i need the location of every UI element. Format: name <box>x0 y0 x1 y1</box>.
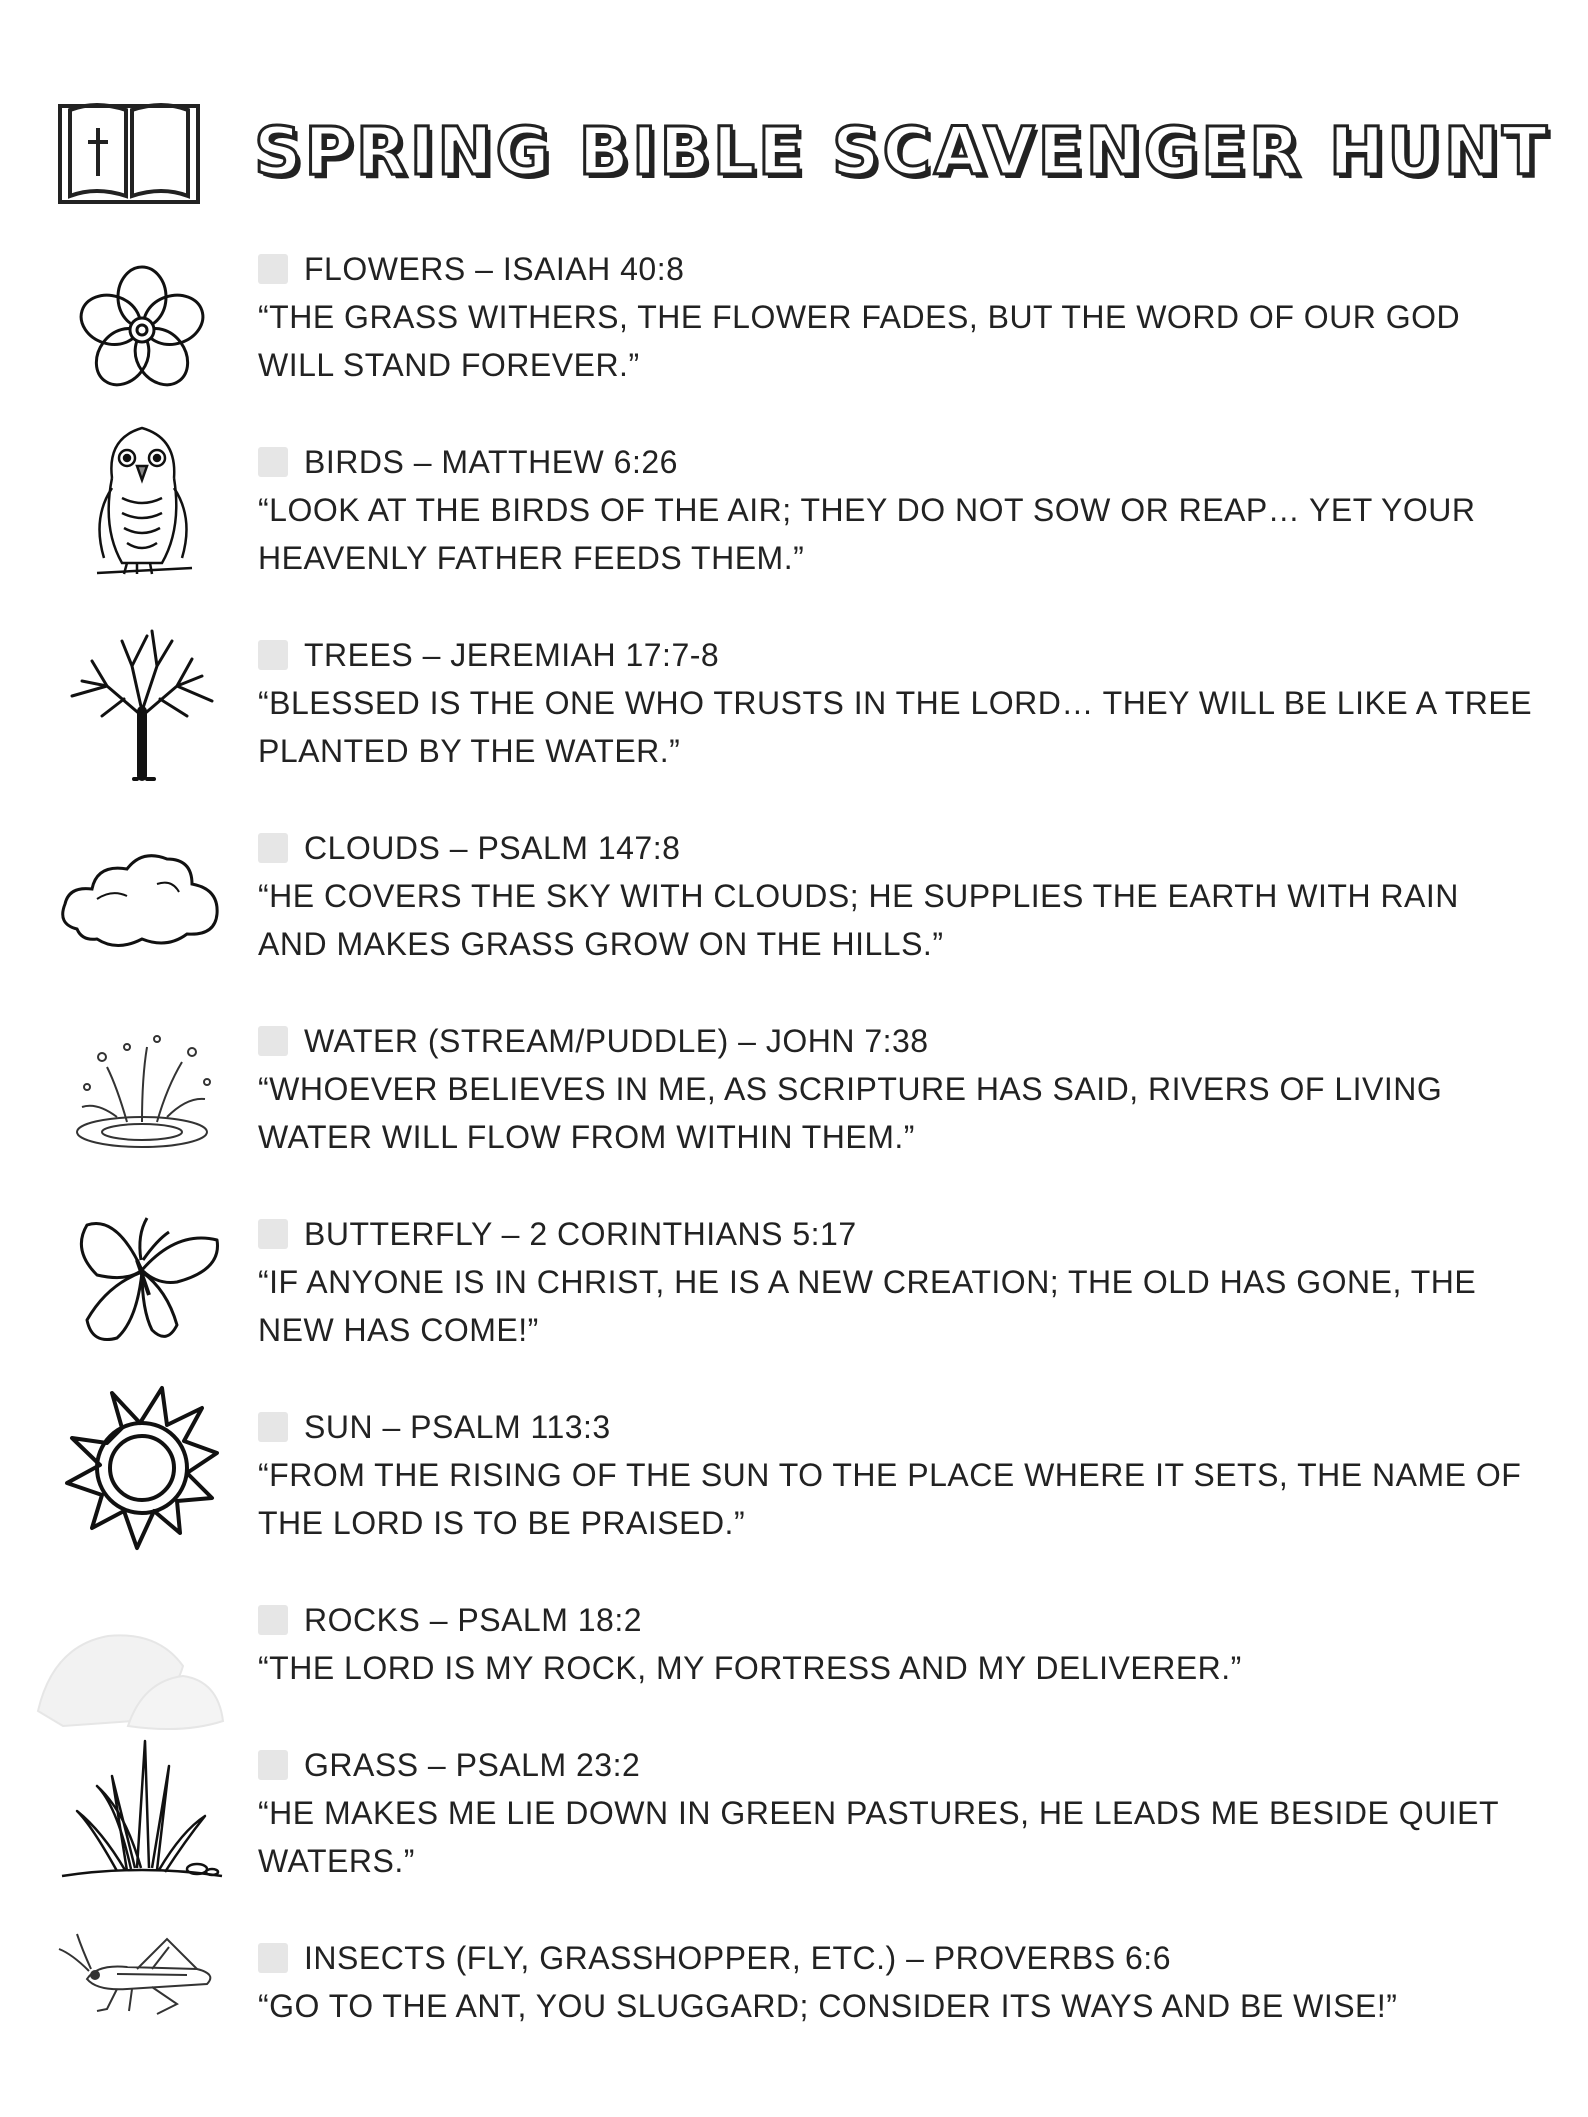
item-verse: “IF ANYONE IS IN CHRIST, HE IS A NEW CREATION; THE OLD HAS GONE, THE NEW HAS COME!” <box>258 1264 1477 1348</box>
item-heading: WATER (STREAM/PUDDLE) – JOHN 7:38 <box>304 1022 929 1059</box>
item-heading: ROCKS – PSALM 18:2 <box>304 1601 643 1638</box>
butterfly-icon <box>57 1210 227 1350</box>
item-verse: “HE COVERS THE SKY WITH CLOUDS; HE SUPPLIES THE EARTH WITH RAIN AND MAKES GRASS GROW ON THE HILLS.” <box>258 878 1459 962</box>
item-verse: “THE GRASS WITHERS, THE FLOWER FADES, BUT THE WORD OF OUR GOD WILL STAND FOREVER.” <box>258 299 1461 383</box>
tree-icon <box>62 621 222 781</box>
item-heading: SUN – PSALM 113:3 <box>304 1408 611 1445</box>
item-heading: BIRDS – MATTHEW 6:26 <box>304 443 678 480</box>
item-verse: “THE LORD IS MY ROCK, MY FORTRESS AND MY DELIVERER.” <box>258 1650 1242 1686</box>
checkbox[interactable] <box>258 1750 288 1780</box>
item-verse: “HE MAKES ME LIE DOWN IN GREEN PASTURES, HE LEADS ME BESIDE QUIET WATERS.” <box>258 1795 1500 1879</box>
bird-icon <box>82 418 202 588</box>
item-verse: “LOOK AT THE BIRDS OF THE AIR; THEY DO NOT SOW OR REAP… YET YOUR HEAVENLY FATHER FEEDS THEM.” <box>258 492 1476 576</box>
item-heading: GRASS – PSALM 23:2 <box>304 1746 641 1783</box>
grasshopper-icon <box>57 1929 227 2019</box>
sun-icon <box>62 1383 222 1553</box>
cloud-icon <box>57 844 227 954</box>
page-header <box>56 96 1550 206</box>
water-splash-icon <box>67 1027 217 1157</box>
grass-icon <box>57 1736 227 1886</box>
item-heading: TREES – JEREMIAH 17:7-8 <box>304 636 720 673</box>
bible-book-icon <box>56 96 202 206</box>
item-heading: BUTTERFLY – 2 CORINTHIANS 5:17 <box>304 1215 857 1252</box>
page-title: SPRING BIBLE SCAVENGER HUNT <box>254 112 1551 190</box>
checkbox[interactable] <box>258 447 288 477</box>
checkbox[interactable] <box>258 1026 288 1056</box>
item-heading: CLOUDS – PSALM 147:8 <box>304 829 681 866</box>
checkbox[interactable] <box>258 1219 288 1249</box>
checkbox[interactable] <box>258 1605 288 1635</box>
checkbox[interactable] <box>258 640 288 670</box>
checkbox[interactable] <box>258 1412 288 1442</box>
checkbox[interactable] <box>258 833 288 863</box>
flower-icon <box>77 265 207 395</box>
item-verse: “WHOEVER BELIEVES IN ME, AS SCRIPTURE HAS SAID, RIVERS OF LIVING WATER WILL FLOW FROM WITHIN THEM.” <box>258 1071 1443 1155</box>
rocks-icon <box>33 1626 223 1736</box>
checkbox[interactable] <box>258 1943 288 1973</box>
item-heading: INSECTS (FLY, GRASSHOPPER, ETC.) – PROVERBS 6:6 <box>304 1939 1171 1976</box>
item-heading: FLOWERS – ISAIAH 40:8 <box>304 250 685 287</box>
item-verse: “BLESSED IS THE ONE WHO TRUSTS IN THE LORD… THEY WILL BE LIKE A TREE PLANTED BY THE WATER.” <box>258 685 1533 769</box>
checkbox[interactable] <box>258 254 288 284</box>
item-verse: “FROM THE RISING OF THE SUN TO THE PLACE WHERE IT SETS, THE NAME OF THE LORD IS TO BE PRAISED.” <box>258 1457 1522 1541</box>
item-verse: “GO TO THE ANT, YOU SLUGGARD; CONSIDER ITS WAYS AND BE WISE!” <box>258 1988 1398 2024</box>
